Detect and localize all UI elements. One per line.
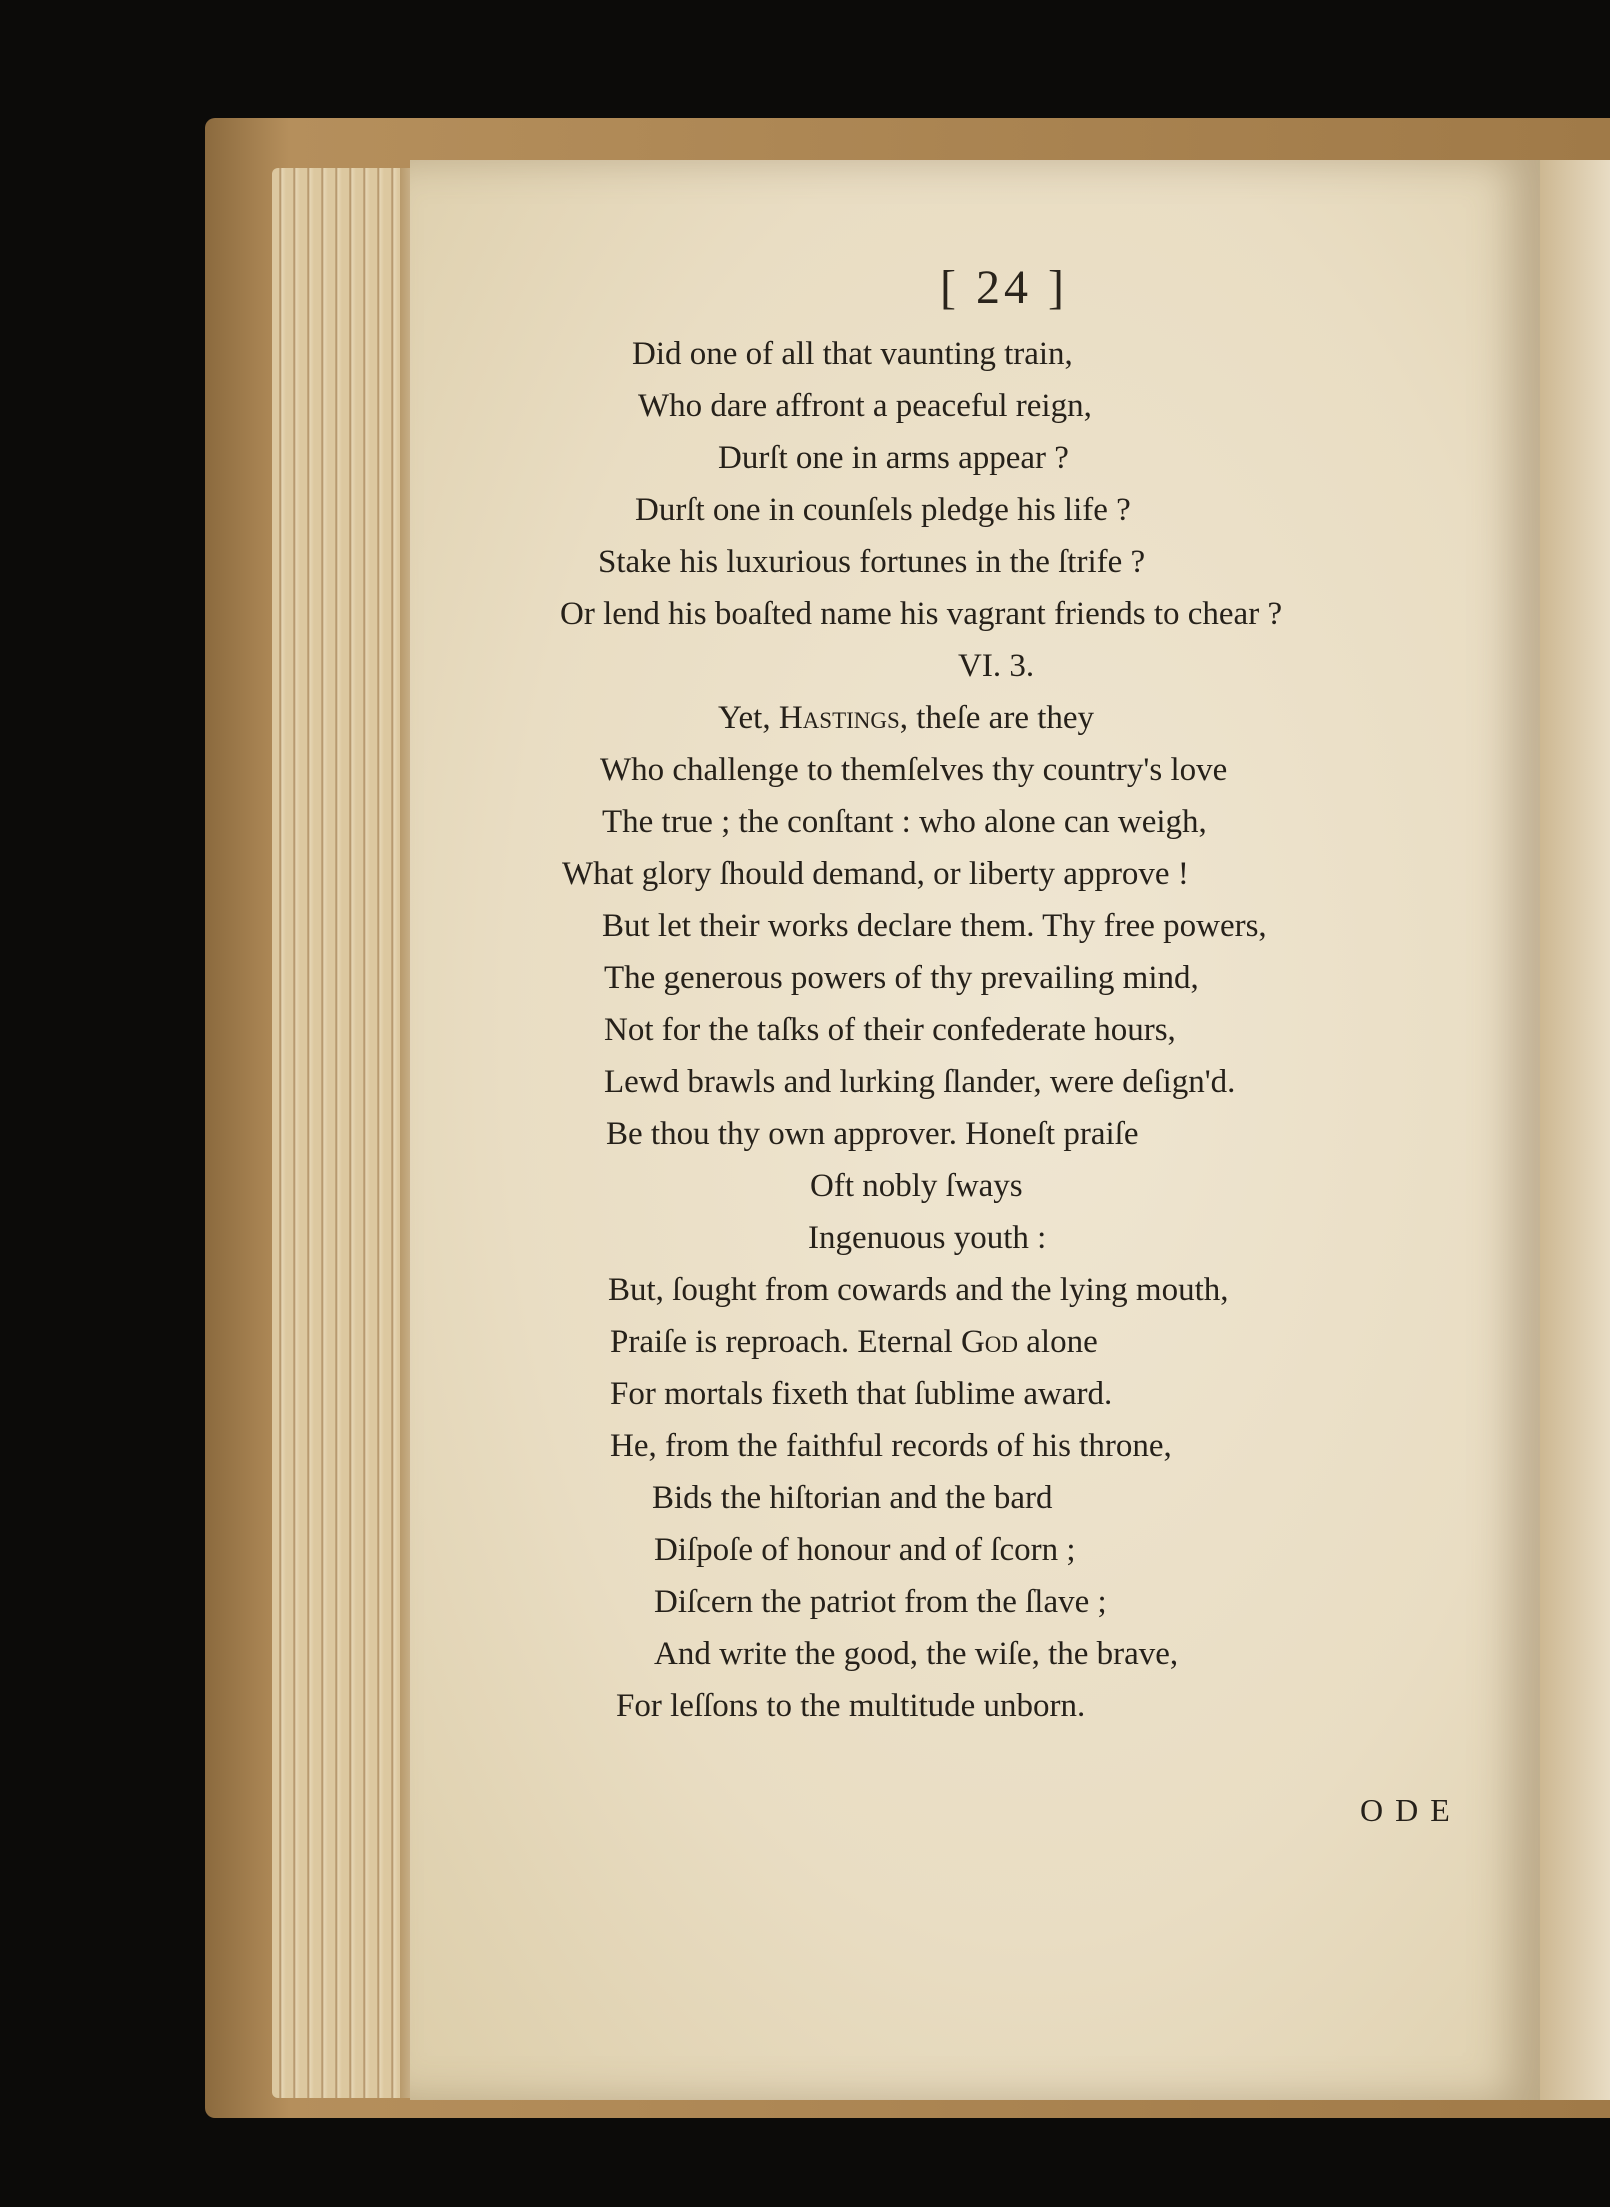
- verse-line: For mortals fixeth that ſublime award.: [610, 1376, 1113, 1412]
- verse-line: For leſſons to the multitude unborn.: [616, 1688, 1086, 1724]
- verse-line: Who challenge to themſelves thy country's love: [600, 752, 1228, 788]
- catchword: ODE: [1360, 1792, 1462, 1828]
- verse-line: Who dare affront a peaceful reign,: [638, 388, 1092, 424]
- stanza-heading: VI. 3.: [958, 648, 1035, 684]
- verse-line: Lewd brawls and lurking ſlander, were deſign'd.: [604, 1064, 1236, 1100]
- verse-line: The true ; the conſtant : who alone can weigh,: [602, 804, 1207, 840]
- page-edges: [272, 168, 412, 2098]
- verse-text: , theſe are they: [899, 700, 1095, 736]
- verse-line: Durſt one in arms appear ?: [718, 440, 1069, 476]
- verse-line: But let their works declare them. Thy free powers,: [602, 908, 1267, 944]
- verse-line: Or lend his boaſted name his vagrant friends to chear ?: [560, 596, 1283, 632]
- verse-line: But, ſought from cowards and the lying mouth,: [608, 1272, 1229, 1308]
- verse-line: Bids the hiſtorian and the bard: [652, 1480, 1053, 1516]
- facing-page-edge: [1540, 160, 1610, 2100]
- verse-line: Diſpoſe of honour and of ſcorn ;: [654, 1532, 1076, 1568]
- name-hastings: Hastings: [778, 700, 900, 736]
- book-page: [410, 160, 1540, 2100]
- verse-line: [610, 1326, 1098, 1359]
- verse-line: He, from the faithful records of his throne,: [610, 1428, 1172, 1464]
- verse-text: Yet,: [718, 700, 779, 736]
- verse-line: Did one of all that vaunting train,: [632, 336, 1073, 372]
- verse-line: And write the good, the wiſe, the brave,: [654, 1636, 1179, 1672]
- name-god: God: [960, 1324, 1018, 1360]
- page-number: [ 24 ]: [940, 261, 1068, 314]
- verse-line: Be thou thy own approver. Honeſt praiſe: [606, 1116, 1139, 1152]
- verse-line: Diſcern the patriot from the ſlave ;: [654, 1584, 1107, 1620]
- verse-line: Ingenuous youth :: [808, 1220, 1047, 1256]
- verse-text: Praiſe is reproach. Eternal: [610, 1324, 961, 1360]
- verse-line: Durſt one in counſels pledge his life ?: [635, 492, 1131, 528]
- verse-line: The generous powers of thy prevailing mind,: [604, 960, 1199, 996]
- verse-line: What glory ſhould demand, or liberty approve !: [562, 856, 1189, 892]
- verse-line: Not for the taſks of their confederate hours,: [604, 1012, 1176, 1048]
- verse-line: [718, 702, 1094, 735]
- verse-line: Oft nobly ſways: [810, 1168, 1023, 1204]
- verse-line: Stake his luxurious fortunes in the ſtrife ?: [598, 544, 1146, 580]
- verse-text: alone: [1018, 1324, 1098, 1360]
